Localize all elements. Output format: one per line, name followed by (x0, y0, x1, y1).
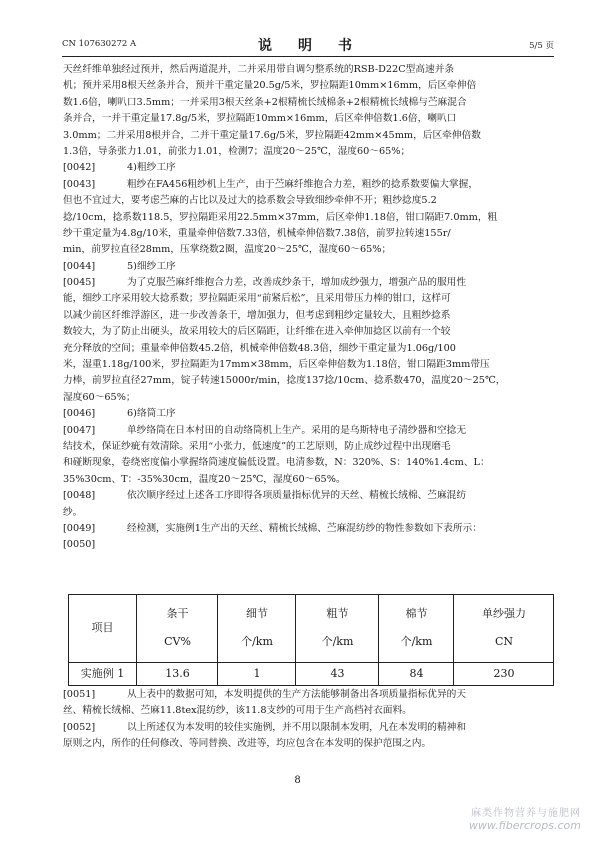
table-cell: 43 (330, 667, 345, 680)
line-text: 充分释放的空间；重量牵伸倍数45.2倍，机械牵伸倍数48.3倍，细纱干重定量为1.06g/100 (63, 342, 456, 354)
table-cell: 13.6 (165, 667, 190, 680)
text-line (63, 128, 555, 144)
paragraph-number: [0048] (63, 490, 96, 502)
line-text: 数1.6倍，喇叭口3.5mm；一并采用3根天丝条+2根精梳长绒棉条+2根精梳长绒棉与苎麻混合 (63, 96, 467, 108)
paragraph-number: [0049] (63, 522, 96, 534)
text-line (63, 505, 555, 521)
line-text: 35%30cm、T：-35%30cm，温度20～25℃，湿度60～65%。 (63, 473, 346, 485)
text-line (63, 111, 555, 127)
text-line (63, 160, 555, 176)
text-line (63, 521, 555, 537)
table-header-name: 细节 (246, 607, 268, 620)
paragraph-number: [0051] (63, 689, 96, 700)
line-text: 以减少前区纤维浮游区，进一步改善条干，增加强力，但考虑到粗纱定量较大，且粗纱捻系 (63, 309, 451, 321)
line-text: 数较大，为了防止出硬头，故采用较大的后区隔距，让纤维在进入牵伸加捻区以前有一个较 (63, 326, 451, 338)
line-text: 湿度60～65%； (63, 391, 136, 403)
table-header-unit: CN (494, 635, 514, 648)
text-line (63, 390, 555, 406)
table-header-unit: CV% (164, 635, 191, 648)
text-line (63, 193, 555, 209)
page-header (62, 35, 554, 55)
text-line (63, 177, 555, 193)
table-header-name: 单纱强力 (482, 607, 526, 620)
table-cell: 1 (253, 667, 261, 680)
text-line (63, 324, 555, 340)
text-line (63, 291, 555, 307)
property-table (68, 594, 554, 686)
paragraph-number: [0052] (63, 721, 96, 733)
line-text: 经检测，实施例1生产出的天丝、精梳长绒棉、苎麻混纺纱的物性参数如下表所示： (127, 522, 482, 534)
paragraph-number: [0047] (63, 424, 96, 436)
watermark-url: www.fibercrops.com (468, 819, 581, 832)
text-line (63, 95, 555, 111)
line-text: 单纱络筒在日本村田的自动络筒机上生产。采用的是乌斯特电子清纱器和空捻无 (127, 424, 467, 436)
line-text: 5)细纱工序 (127, 260, 176, 272)
text-line (63, 736, 555, 752)
table-header-name: 条干 (166, 607, 189, 620)
text-line (63, 308, 555, 324)
paragraph-number: [0046] (63, 408, 96, 420)
text-line (63, 439, 555, 455)
line-text: 机；预并采用8根天丝条并合，预并干重定量20.5g/5米，罗拉隔距10mm×16mm，后区牵伸倍 (63, 80, 477, 92)
table-header-name: 棉节 (405, 607, 428, 620)
page-indicator: 5/5 页 (529, 41, 554, 51)
text-line (63, 259, 555, 275)
watermark (469, 804, 581, 832)
table-header-unit: 个/km (241, 635, 273, 648)
line-text: 3.0mm；二并采用8根并合，二并干重定量17.6g/5米，罗拉隔距42mm×45mm，后区牵伸倍数 (63, 129, 481, 141)
table-header-unit: 个/km (400, 635, 433, 648)
line-text: 力棒，前罗拉直径27mm，锭子转速15000r/min，捻度137捻/10cm、捻系数470，温度20～25℃， (63, 375, 506, 387)
text-line (63, 720, 555, 736)
table-header-name: 项目 (91, 621, 114, 634)
paragraph-number: [0044] (63, 260, 96, 272)
line-text: min，前罗拉直径28mm，压掌绕数2圈，温度20～25℃，湿度60～65%； (63, 244, 392, 256)
line-text: 和碰断现象，卷绕密度偏小掌握络筒速度偏低设置。电清参数，N：320%、S：140%1.4cm、L： (63, 457, 490, 469)
header-rule (62, 56, 554, 57)
text-line (63, 357, 555, 373)
document-number: CN 107630272 A (62, 39, 137, 49)
line-text: 纱。 (63, 506, 83, 518)
line-text: 结技术，保证纱疵有效清除。采用“小张力，低速度”的工艺原则，防止成纱过程中出现磨毛 (63, 440, 451, 452)
page-number: 8 (294, 775, 301, 786)
paragraph-number: [0050] (63, 539, 96, 551)
text-line (63, 226, 555, 242)
text-line (63, 537, 555, 553)
line-text: 捻/10cm，捻系数118.5，罗拉隔距采用22.5mm×37mm，后区牵伸1.18倍，钳口隔距7.0mm，粗 (63, 211, 498, 223)
text-line (63, 406, 555, 422)
table-cell: 实施例 1 (80, 667, 125, 680)
table-header-name: 粗节 (326, 607, 349, 620)
text-line (63, 472, 555, 488)
line-text: 以上所述仅为本发明的较佳实施例，并不用以限制本发明，凡在本发明的精神和 (127, 721, 467, 733)
text-line (63, 423, 555, 439)
line-text: 粗纱在FA456粗纱机上生产，由于苎麻纤维抱合力差，粗纱的捻系数要偏大掌握， (127, 178, 479, 190)
conclusion-body (63, 687, 555, 753)
text-line (63, 341, 555, 357)
line-text: 天丝纤维单独经过预并，然后两道混并，二并采用带自调匀整系统的RSB-D22C型高速并条 (63, 64, 455, 75)
description-body (63, 62, 555, 554)
line-text: 6)络筒工序 (127, 408, 176, 420)
table-cell: 230 (493, 667, 515, 680)
line-text: 条并合，一并干重定量17.8g/5米，罗拉隔距10mm×16mm，后区牵伸倍数1.6倍，喇叭口 (63, 113, 457, 125)
line-text: 米，湿重1.18g/100米，罗拉隔距为17mm×38mm，后区牵伸倍数为1.18倍，钳口隔距3mm带压 (63, 359, 490, 371)
text-line (63, 687, 555, 703)
line-text: 但也不宜过大，要考虑苎麻的占比以及过大的捻系数会导致细纱牵伸不开；粗纱捻度5.2 (63, 195, 437, 207)
line-text: 丝、精梳长绒棉、苎麻11.8tex混纺纱，该11.8支纱的可用于生产高档衬衣面料。 (63, 705, 412, 717)
text-line (63, 488, 555, 504)
table-cell: 84 (409, 667, 424, 680)
table-header-unit: 个/km (321, 635, 354, 648)
line-text: 从上表中的数据可知，本发明提供的生产方法能够制备出各项质量指标优异的天 (127, 689, 467, 700)
line-text: 4)粗纱工序 (127, 162, 176, 174)
text-line (63, 62, 555, 78)
document-title: 说 明 书 (258, 38, 358, 54)
text-line (63, 703, 555, 719)
paragraph-number: [0042] (63, 162, 96, 174)
text-line (63, 455, 555, 471)
text-line (63, 242, 555, 258)
line-text: 纱干重定量为4.8g/10米，重量牵伸倍数7.33倍，机械牵伸倍数7.38倍，前罗拉转速155r/ (63, 227, 451, 239)
paragraph-number: [0043] (63, 178, 96, 190)
line-text: 为了克服苎麻纤维抱合力差，改善成纱条干，增加成纱强力，增强产品的服用性 (127, 277, 467, 289)
line-text: 能，细纱工序采用较大捻系数；罗拉隔距采用“前紧后松”，且采用带压力棒的钳口，这样可 (63, 293, 451, 305)
text-line (63, 144, 555, 160)
text-line (63, 373, 555, 389)
watermark-cn: 麻类作物营养与施肥网 (471, 808, 581, 819)
text-line (63, 210, 555, 226)
paragraph-number: [0045] (63, 277, 96, 289)
text-line (63, 275, 555, 291)
line-text: 依次顺序经过上述各工序即得各项质量指标优异的天丝、精梳长绒棉、苎麻混纺 (127, 490, 467, 502)
line-text: 1.3倍，导条张力1.01，前张力1.01，检测7；温度20～25℃，湿度60～65%； (63, 145, 411, 157)
line-text: 原则之内，所作的任何修改、等同替换、改进等，均应包含在本发明的保护范围之内。 (63, 738, 432, 750)
text-line (63, 78, 555, 94)
